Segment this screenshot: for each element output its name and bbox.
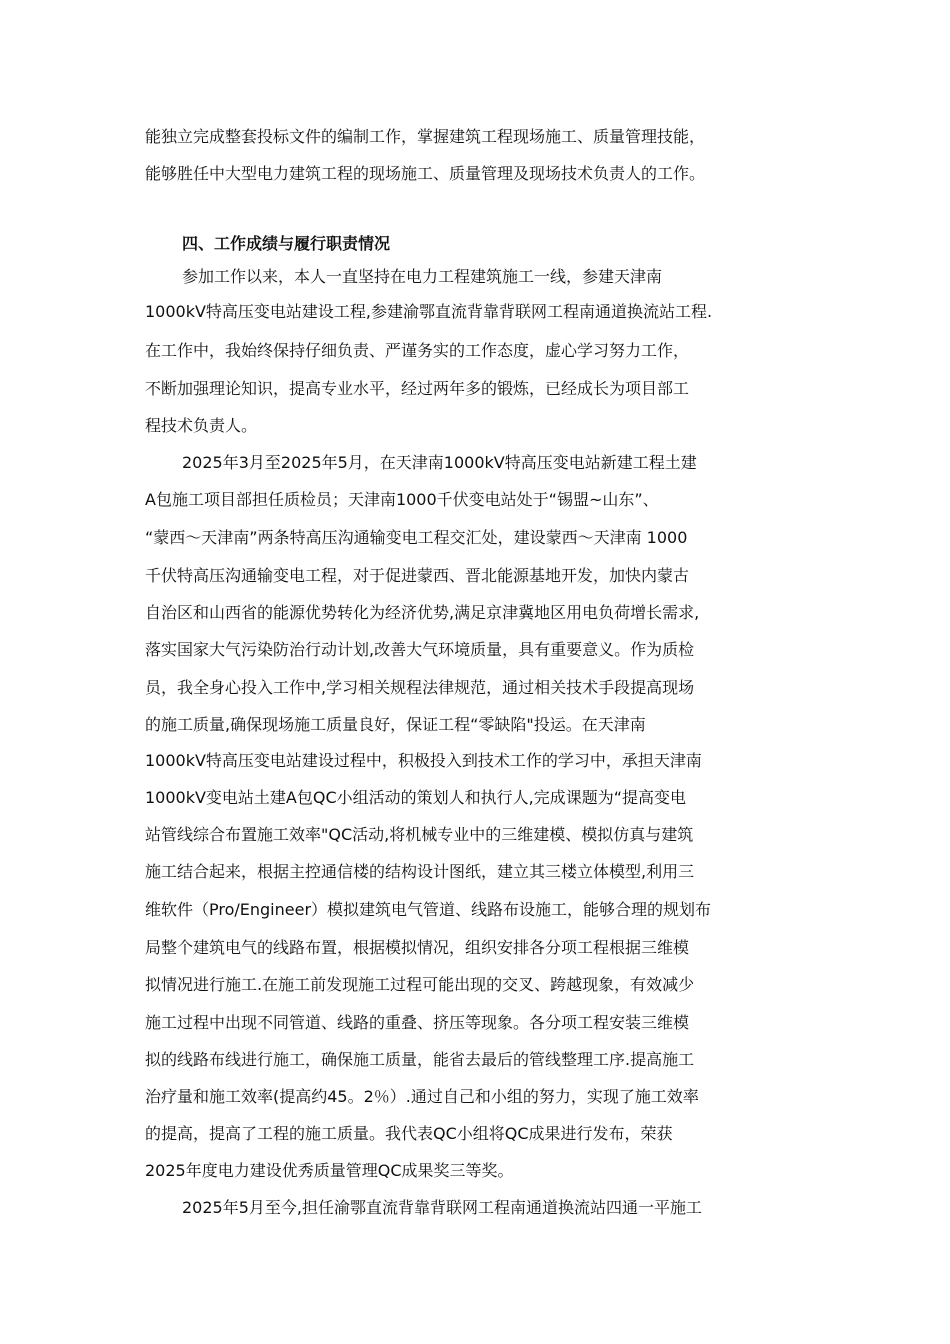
text-line: 千伏特高压沟通输变电工程，对于促进蒙西、晋北能源基地开发，加快内蒙古 xyxy=(145,566,690,585)
text-line: 自治区和山西省的能源优势转化为经济优势,满足京津冀地区用电负荷增长需求, xyxy=(145,603,700,622)
text-line: 的施工质量,确保现场施工质量良好，保证工程“零缺陷"投运。在天津南 xyxy=(145,715,646,734)
text-line: 2025年3月至2025年5月，在天津南1000kV特高压变电站新建工程土建 xyxy=(182,453,697,472)
text-line: 施工过程中出现不同管道、线路的重叠、挤压等现象。各分项工程安装三维模 xyxy=(145,1013,690,1032)
text-line: 1000kV特高压变电站建设工程,参建渝鄂直流背靠背联网工程南通道换流站工程. xyxy=(145,302,713,321)
text-line: 站管线综合布置施工效率"QC活动,将机械专业中的三维建模、模拟仿真与建筑 xyxy=(145,825,694,844)
text-line: 拟情况进行施工.在施工前发现施工过程可能出现的交叉、跨越现象，有效减少 xyxy=(145,975,695,994)
text-line: 施工结合起来，根据主控通信楼的结构设计图纸，建立其三楼立体模型,利用三 xyxy=(145,862,695,881)
text-line: 治疗量和施工效率(提高约45。2％）.通过自己和小组的努力，实现了施工效率 xyxy=(145,1087,699,1106)
text-line: A包施工项目部担任质检员；天津南1000千伏变电站处于“锡盟~山东”、 xyxy=(145,490,659,509)
text-line: 1000kV变电站土建A包QC小组活动的策划人和执行人,完成课题为“提高变电 xyxy=(145,788,687,807)
text-line: 程技术负责人。 xyxy=(145,416,258,435)
text-line: 落实国家大气污染防治行动计划,改善大气环境质量，具有重要意义。作为质检 xyxy=(145,640,695,659)
text-line: 不断加强理论知识，提高专业水平，经过两年多的锻炼，已经成长为项目部工 xyxy=(145,379,690,398)
text-line: 能独立完成整套投标文件的编制工作，掌握建筑工程现场施工、质量管理技能， xyxy=(145,127,706,146)
text-line: 员，我全身心投入工作中,学习相关规程法律规范，通过相关技术手段提高现场 xyxy=(145,678,695,697)
text-line: 1000kV特高压变电站建设过程中，积极投入到技术工作的学习中，承担天津南 xyxy=(145,751,702,770)
text-line: 在工作中，我始终保持仔细负责、严谨务实的工作态度，虚心学习努力工作， xyxy=(145,341,690,360)
text-line: 的提高，提高了工程的施工质量。我代表QC小组将QC成果进行发布，荣获 xyxy=(145,1124,673,1143)
text-line: 2025年5月至今,担任渝鄂直流背靠背联网工程南通道换流站四通一平施工 xyxy=(182,1198,702,1217)
text-line: 参加工作以来，本人一直坚持在电力工程建筑施工一线，参建天津南 xyxy=(182,267,663,286)
text-line: “蒙西～天津南”两条特高压沟通输变电工程交汇处，建设蒙西～天津南 1000 xyxy=(145,528,688,547)
text-line: 能够胜任中大型电力建筑工程的现场施工、质量管理及现场技术负责人的工作。 xyxy=(145,164,706,183)
section-heading: 四、工作成绩与履行职责情况 xyxy=(182,234,391,253)
text-line: 局整个建筑电气的线路布置，根据模拟情况，组织安排各分项工程根据三维模 xyxy=(145,938,690,957)
text-line: 拟的线路布线进行施工，确保施工质量，能省去最后的管线整理工序.提高施工 xyxy=(145,1050,695,1069)
text-line: 2025年度电力建设优秀质量管理QC成果奖三等奖。 xyxy=(145,1161,514,1180)
text-line: 维软件（Pro/Engineer）模拟建筑电气管道、线路布设施工，能够合理的规划布 xyxy=(145,900,712,919)
